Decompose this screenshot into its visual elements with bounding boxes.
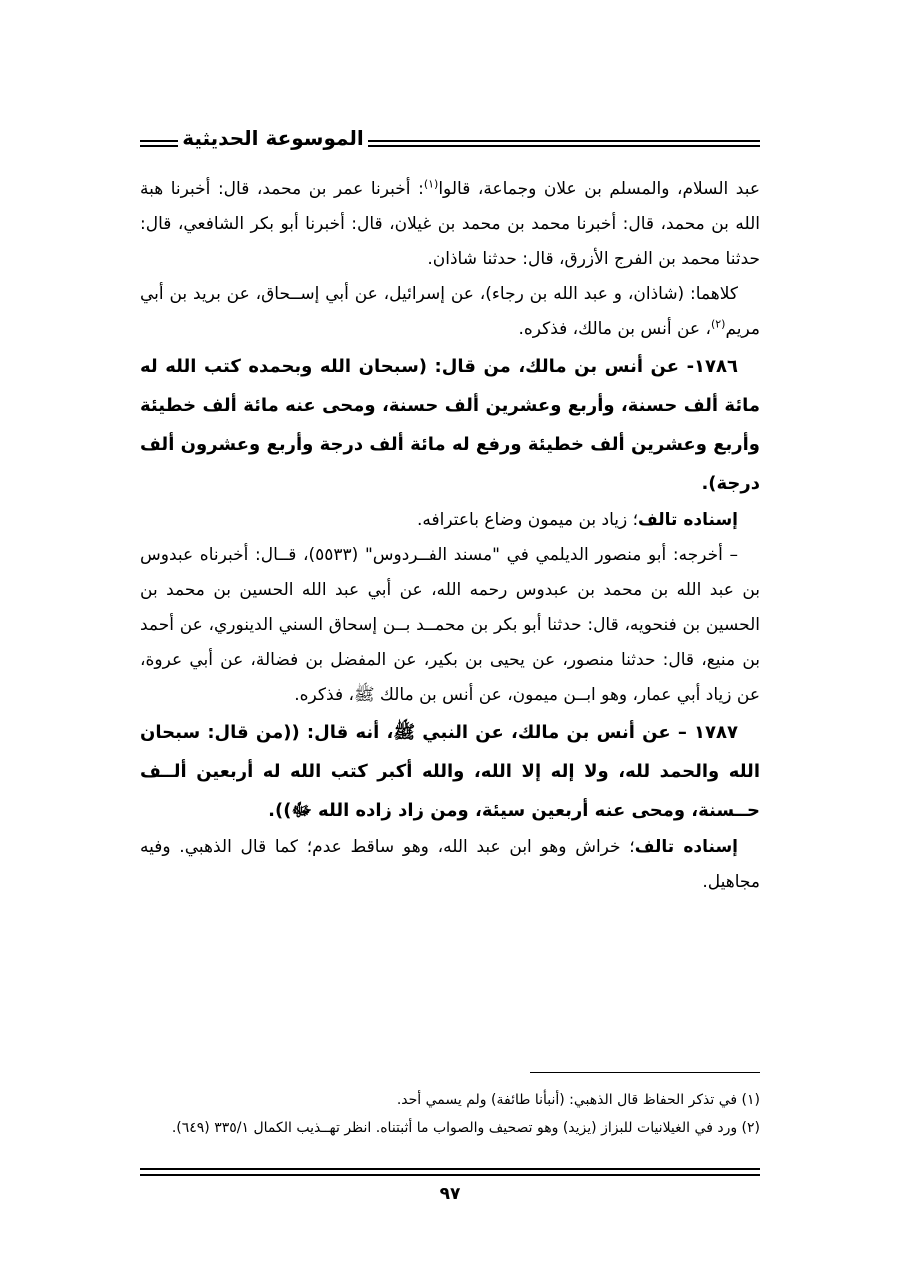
isnad-grade-1-label: إسناده تالف xyxy=(638,510,738,530)
hadith-1787: ١٧٨٧ – عن أنس بن مالك، عن النبي ﷺ، أنه قال: ((من قال: سبحان الله والحمد لله، ولا إله إلا الله، والله أكبر كتب الله له أربعين ألــف حــسنة، ومحى عنه أربعين سيئة، ومن زاد زاده الله ﷻ)). xyxy=(140,722,760,821)
isnad-grade-2 xyxy=(140,830,760,900)
isnad-grade-2-text: ؛ خراش وهو ابن عبد الله، وهو ساقط عدم؛ كما قال الذهبي. وفيه مجاهيل. xyxy=(140,837,760,892)
running-header xyxy=(140,120,760,164)
footnote-1: (١) في تذكر الحفاظ قال الذهبي: (أنبأنا طائفة) ولم يسمي أحد. xyxy=(396,1092,760,1108)
footnote-ref-1[interactable]: (١) xyxy=(423,177,439,191)
footnote-divider xyxy=(530,1072,760,1073)
paragraph-chain-1-text: عبد السلام، والمسلم بن علان وجماعة، قالوا xyxy=(438,179,760,199)
page-number: ٩٧ xyxy=(439,1184,461,1204)
hadith-1786: ١٧٨٦- عن أنس بن مالك، من قال: (سبحان الله وبحمده كتب الله له مائة ألف حسنة، وأربع وعشرين ألف حسنة، ومحى عنه مائة ألف خطيئة وأربع وعشرين ألف خطيئة ورفع له مائة ألف درجة وأربع وعشرون ألف درجة). xyxy=(140,356,760,494)
body-text xyxy=(140,172,760,900)
header-rule-short xyxy=(140,140,178,147)
footnotes xyxy=(140,1086,760,1142)
footnote-2: (٢) ورد في الغيلانيات للبزاز (يزيد) وهو تصحيف والصواب ما أثبتناه. انظر تهــذيب الكمال ٣٣٥/١ (٦٤٩). xyxy=(171,1120,760,1136)
isnad-grade-1 xyxy=(140,503,760,538)
header-rule-long xyxy=(368,140,760,147)
takhrij-paragraph: – أخرجه: أبو منصور الديلمي في "مسند الفــردوس" (٥٥٣٣)، قــال: أخبرناه عبدوس بن عبد الله بن محمد بن عبدوس رحمه الله، عن أبي عبد الله الحسين بن محمد بن الحسين بن فنحويه، قال: حدثنا أبو بكر بن محمــد بــن إسحاق السني الدينوري، عن أحمد بن منيع، قال: حدثنا منصور، عن يحيى بن بكير، عن المفضل بن فضالة، عن أبي عروة، عن زياد أبي عمار، وهو ابــن ميمون، عن أنس بن مالك ﷺ، فذكره. xyxy=(140,545,760,705)
header-title: الموسوعة الحديثية xyxy=(182,126,364,150)
paragraph-chain-2-rest: ، عن أنس بن مالك، فذكره. xyxy=(518,319,711,339)
page xyxy=(140,120,760,1240)
paragraph-chain-1-rest: : أخبرنا عمر بن محمد، قال: أخبرنا هبة الله بن محمد، قال: أخبرنا محمد بن محمد بن غيلان، قال: أخبرنا أبو بكر الشافعي، قال: حدثنا محمد بن الفرج الأزرق، قال: حدثنا شاذان. xyxy=(140,179,760,269)
paragraph-chain-2-text: كلاهما: (شاذان، و عبد الله بن رجاء)، عن إسرائيل، عن أبي إســحاق، عن بريد بن أبي مريم xyxy=(140,284,760,339)
paragraph-chain-1 xyxy=(140,172,760,277)
isnad-grade-2-label: إسناده تالف xyxy=(634,837,738,857)
footnote-ref-2[interactable]: (٢) xyxy=(710,317,726,331)
bottom-rule xyxy=(140,1168,760,1176)
isnad-grade-1-text: ؛ زياد بن ميمون وضاع باعترافه. xyxy=(417,510,639,530)
paragraph-chain-2 xyxy=(140,277,760,347)
